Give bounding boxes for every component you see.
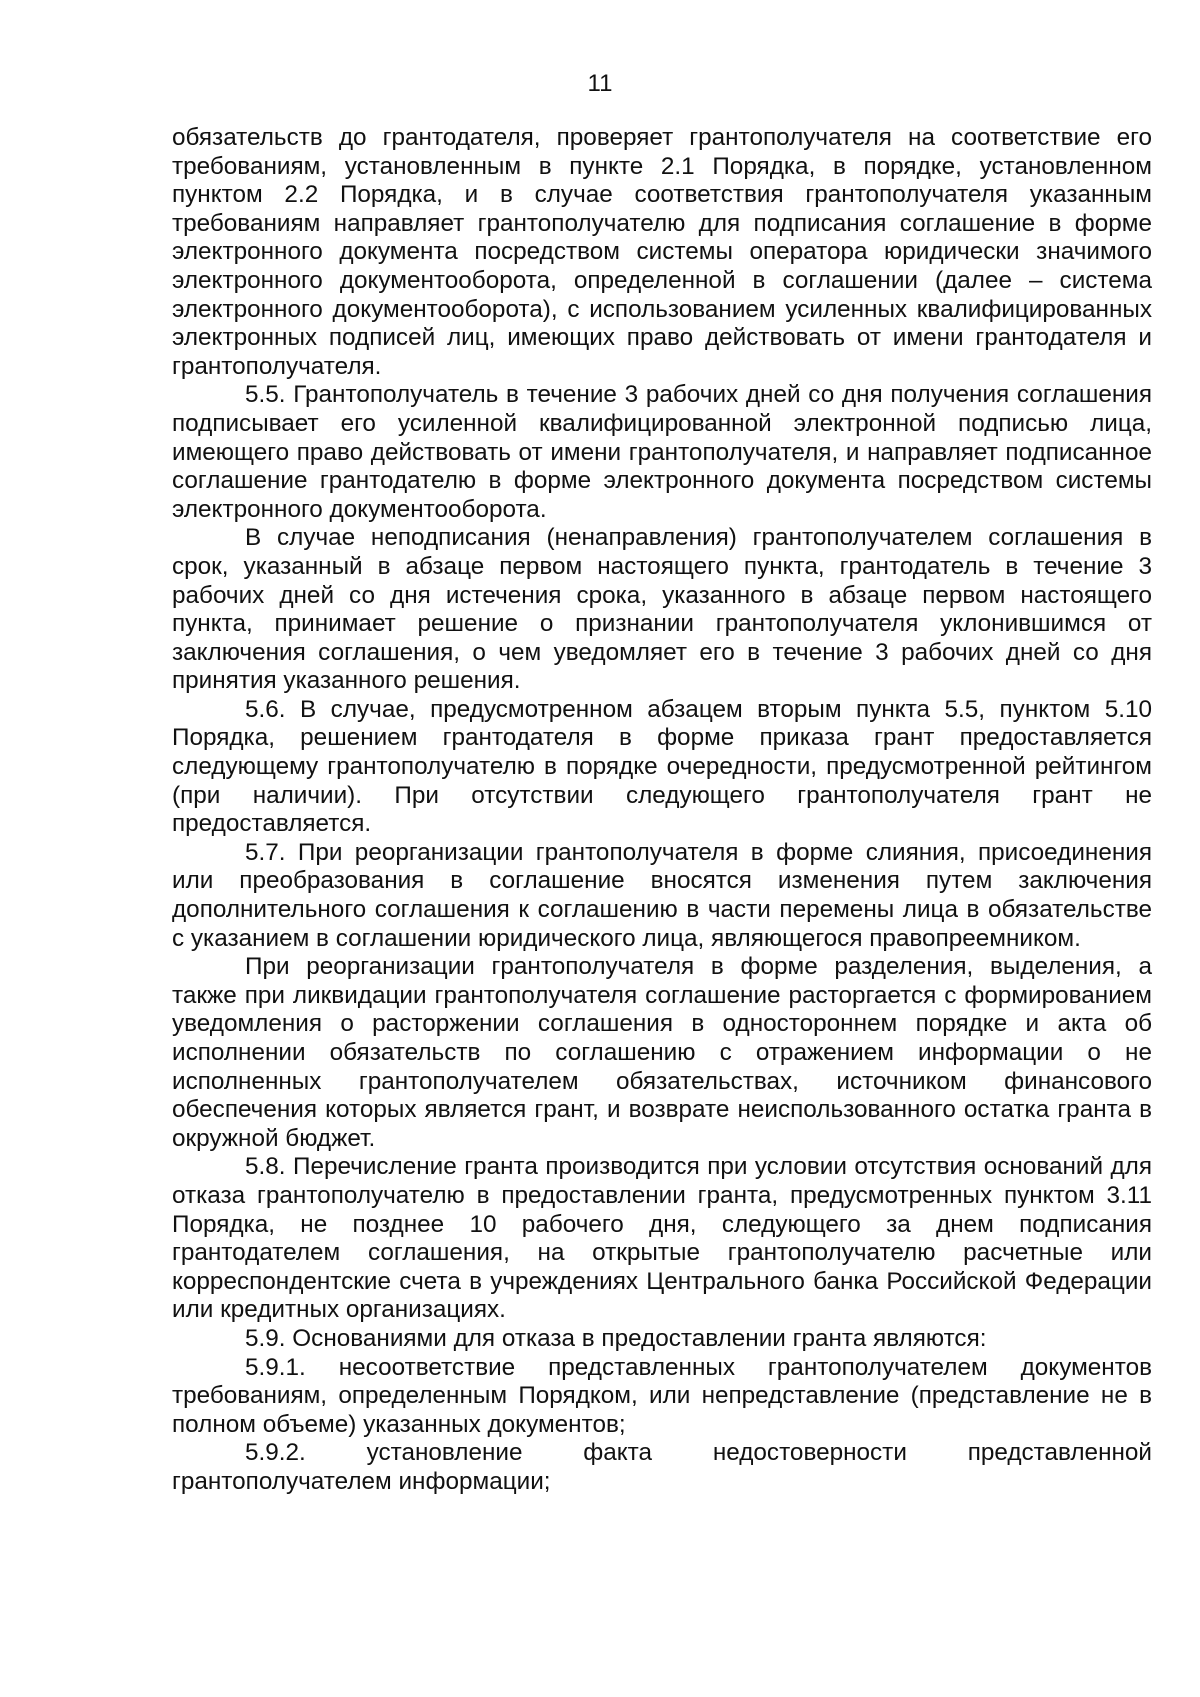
paragraph-5-9: 5.9. Основаниями для отказа в предоставлении гранта являются: [245,1324,987,1352]
paragraph-5-7-second: При реорганизации грантополучателя в форме разделения, выделения, а также при ликвидации грантополучателя соглашение расторгается с формированием уведомления о расторжении соглашения в одностороннем порядке и акта об исполнении обязательств по соглашению с отражением информации о не исполненных грантополучателем обязательствах, источником финансового обеспечения которых является грант, и возврате неиспользованного остатка гранта в окружной бюджет. [172,953,1152,1152]
paragraph-5-9-1: 5.9.1. несоответствие представленных грантополучателем документов требованиям, определенным Порядком, или непредставление (представление не в полном объеме) указанных документов; [172,1353,1152,1438]
paragraph-5-7: 5.7. При реорганизации грантополучателя в форме слияния, присоединения или преобразования в соглашение вносятся изменения путем заключения дополнительного соглашения к соглашению в части перемены лица в обязательстве с указанием в соглашении юридического лица, являющегося правопреемником. [172,838,1152,952]
paragraph-5-5: 5.5. Грантополучатель в течение 3 рабочих дней со дня получения соглашения подписывает его усиленной квалифицированной электронной подписью лица, имеющего право действовать от имени грантополучателя, и направляет подписанное соглашение грантодателю в форме электронного документа посредством системы электронного документооборота. [172,381,1152,523]
paragraph-continuation: обязательств до грантодателя, проверяет грантополучателя на соответствие его требованиям, установленным в пункте 2.1 Порядка, в порядке, установленном пунктом 2.2 Порядка, и в случае соответствия грантополучателя указанным требованиям направляет грантополучателю для подписания соглашение в форме электронного документа посредством системы оператора юридически значимого электронного документооборота, определенной в соглашении (далее – система электронного документооборота), с использованием усиленных квалифицированных электронных подписей лиц, имеющих право действовать от имени грантодателя и грантополучателя. [172,124,1152,380]
document-body [172,124,1152,1497]
page-number: 11 [587,70,613,97]
paragraph-5-6: 5.6. В случае, предусмотренном абзацем вторым пункта 5.5, пунктом 5.10 Порядка, решением грантодателя в форме приказа грант предоставляется следующему грантополучателю в порядке очередности, предусмотренной рейтингом (при наличии). При отсутствии следующего грантополучателя грант не предоставляется. [172,695,1152,838]
paragraph-5-9-2: 5.9.2. установление факта недостоверности представленной грантополучателем информации; [172,1439,1152,1495]
paragraph-5-8: 5.8. Перечисление гранта производится при условии отсутствия оснований для отказа грантополучателю в предоставлении гранта, предусмотренных пунктом 3.11 Порядка, не позднее 10 рабочего дня, следующего за днем подписания грантодателем соглашения, на открытые грантополучателю расчетные или корреспондентские счета в учреждениях Центрального банка Российской Федерации или кредитных организациях. [172,1153,1152,1324]
paragraph-5-5-second: В случае неподписания (ненаправления) грантополучателем соглашения в срок, указанный в абзаце первом настоящего пункта, грантодатель в течение 3 рабочих дней со дня истечения срока, указанного в абзаце первом настоящего пункта, принимает решение о признании грантополучателя уклонившимся от заключения соглашения, о чем уведомляет его в течение 3 рабочих дней со дня принятия указанного решения. [172,524,1152,695]
